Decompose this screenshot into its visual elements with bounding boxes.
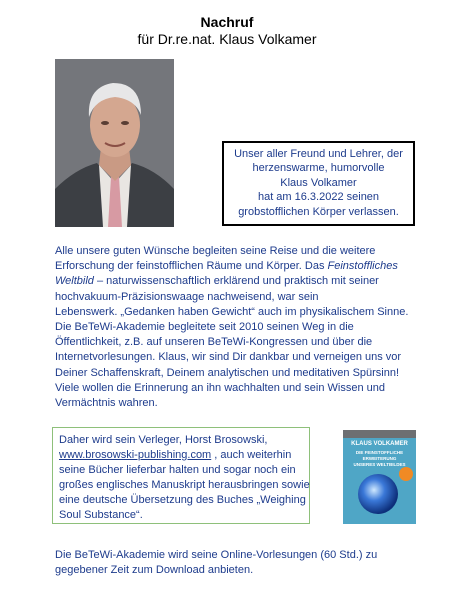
book-title-line: DIE FEINSTOFFLICHE [355, 450, 404, 455]
text-line: gegebener Zeit zum Download anbieten. [55, 564, 254, 577]
text-line: Alle unsere guten Wünsche begleiten seine Reise und die weitere [55, 245, 376, 257]
text-line [55, 274, 440, 289]
text-line: Die BeTeWi-Akademie wird seine Online-Vorlesungen (60 Std.) zu [55, 549, 378, 561]
quote-line: herzenswarme, humorvolle [252, 162, 385, 175]
text-line: Viele wollen die Erinnerung an ihn wachhalten und sein Wissen und [55, 381, 386, 394]
text-line: seine Bücher lieferbar halten und sogar noch ein [59, 464, 296, 476]
text-line: hochvakuum-Präzisionswaage nachweisend, war sein [55, 290, 319, 303]
page-subtitle: für Dr.re.nat. Klaus Volkamer [137, 31, 317, 47]
text-line: Internetvorlesungen. Klaus, wir sind Dir dankbar und verneigen uns vor [55, 351, 402, 364]
book-title-line: ERWEITERUNG [362, 456, 397, 461]
text-segment: Erforschung der feinstofflichen Räume und Körper. Das [55, 260, 328, 273]
memorial-quote-box [222, 141, 415, 226]
announcement-paragraph [55, 548, 440, 578]
text-line: Soul Substance“. [59, 509, 143, 521]
text-line [59, 448, 309, 463]
book-title-emphasis: Feinstoffliches [327, 260, 398, 273]
publisher-box [52, 427, 310, 524]
globe-icon [343, 430, 416, 524]
quote-line: Unser aller Freund und Lehrer, der [234, 148, 403, 160]
portrait-photo [55, 59, 174, 227]
book-cover [343, 430, 416, 524]
tribute-paragraph [55, 244, 440, 411]
text-segment: , auch weiterhin [211, 449, 292, 461]
text-line: Daher wird sein Verleger, Horst Brosowski, [59, 434, 268, 446]
text-segment: – naturwissenschaftlich erklärend und praktisch mit seiner [93, 275, 379, 288]
book-author: KLAUS VOLKAMER [351, 441, 408, 447]
text-line: großes englisches Manuskript herausbringen sowie [59, 479, 310, 491]
quote-line: Klaus Volkamer [280, 176, 357, 189]
page-title: Nachruf [200, 14, 254, 30]
text-line: Deiner Schaffenskraft, Deinem analytischen und meditativen Spürsinn! [55, 366, 400, 379]
text-line: Vermächtnis wahren. [55, 397, 158, 410]
publisher-link[interactable]: www.brosowski-publishing.com [59, 449, 212, 461]
book-title-emphasis: Weltbild [55, 275, 94, 288]
text-line: Lebenswerk. „Gedanken haben Gewicht“ auch im physikalischem Sinne. [55, 305, 409, 318]
portrait-image [55, 59, 174, 227]
quote-line: hat am 16.3.2022 seinen [257, 191, 380, 204]
book-title-line: UNSERES WELTBILDES [353, 462, 406, 467]
text-line: eine deutsche Übersetzung des Buches „Weighing [59, 494, 306, 506]
text-line: Öffentlichkeit, z.B. auf unseren BeTeWi-Kongressen und über die [55, 336, 373, 349]
text-line: Die BeTeWi-Akademie begleitete seit 2010 seinen Weg in die [55, 321, 354, 334]
quote-line: grobstofflichen Körper verlassen. [238, 205, 399, 218]
text-line [55, 259, 440, 274]
